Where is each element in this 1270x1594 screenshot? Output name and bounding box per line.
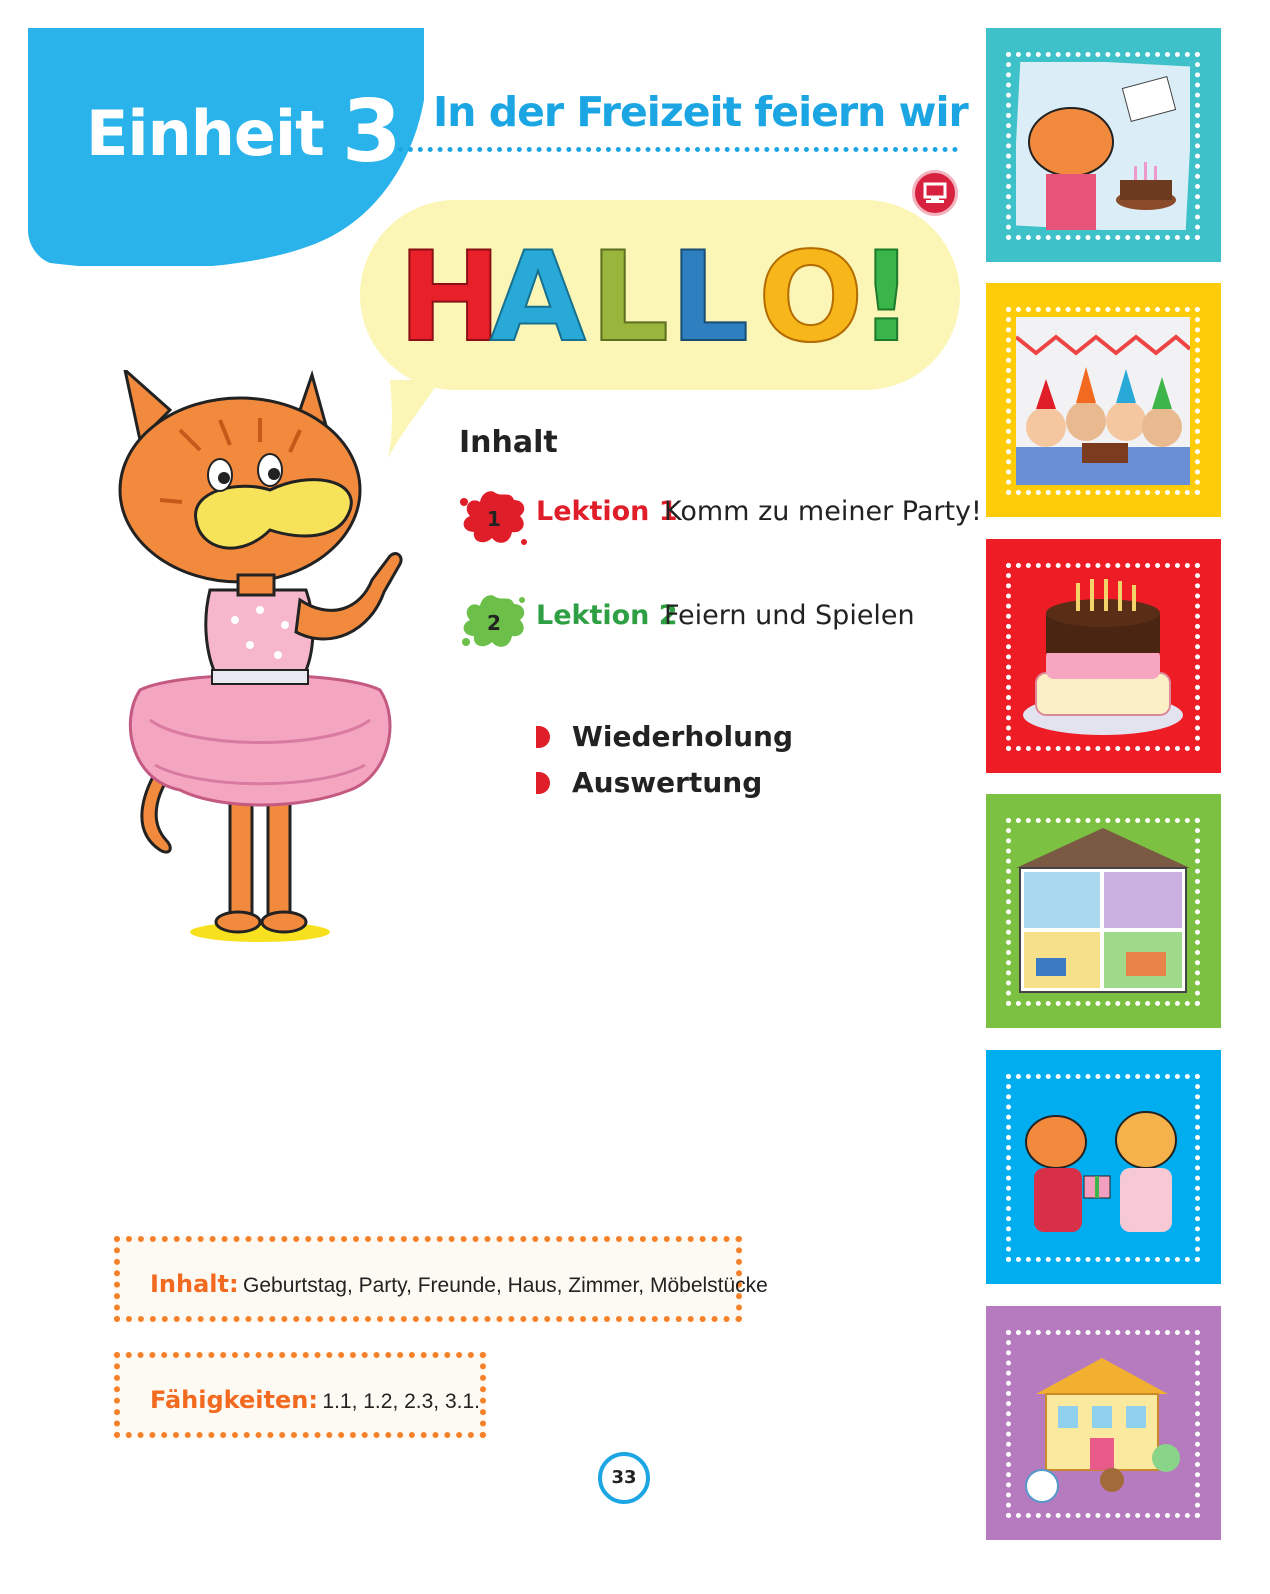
- tile-invitation: [986, 28, 1221, 262]
- unit-title: In der Freizeit feiern wir: [433, 88, 968, 136]
- skills-box: [114, 1352, 486, 1438]
- hallo-letter: H: [398, 226, 502, 370]
- unit-number: 3: [341, 82, 401, 182]
- title-underline: [398, 147, 958, 152]
- tile-frame: [1006, 1074, 1200, 1262]
- topics-box: [114, 1236, 768, 1322]
- review-item[interactable]: [536, 720, 796, 756]
- page-number: 33: [598, 1452, 650, 1504]
- lesson-number: 2: [487, 611, 501, 635]
- tile-toyhouse: [986, 1306, 1221, 1540]
- unit-word: Einheit: [86, 97, 324, 170]
- splat-icon: [458, 488, 530, 548]
- topics-value: Geburtstag, Party, Freunde, Haus, Zimmer, Möbelstücke: [243, 1274, 768, 1297]
- lesson-label: Lektion 2: [536, 600, 678, 631]
- evaluation-item[interactable]: [536, 766, 796, 802]
- hallo-letter: !: [858, 226, 915, 370]
- tile-frame: [1006, 1330, 1200, 1518]
- unit-label: [86, 82, 401, 182]
- bullet-icon: [536, 726, 550, 748]
- tile-cake: [986, 539, 1221, 773]
- tile-house: [986, 794, 1221, 1028]
- tile-frame: [1006, 563, 1200, 751]
- splat-icon: [458, 592, 530, 652]
- tile-frame: [1006, 307, 1200, 495]
- hallo-letter: A: [490, 226, 586, 370]
- tile-frame: [1006, 52, 1200, 240]
- lesson-title: Feiern und Spielen: [664, 600, 915, 631]
- hallo-letter: L: [590, 226, 670, 370]
- hallo-letter: L: [670, 226, 750, 370]
- skills-label: Fähigkeiten:: [150, 1386, 318, 1414]
- contents-heading: Inhalt: [459, 425, 558, 460]
- hallo-letter: O: [758, 226, 864, 370]
- lesson-label: Lektion 1: [536, 496, 678, 527]
- hallo-greeting: [398, 226, 938, 370]
- lesson-2-item[interactable]: [458, 592, 918, 652]
- review-label: Wiederholung: [572, 720, 793, 753]
- computer-icon[interactable]: [912, 170, 958, 216]
- skills-value: 1.1, 1.2, 2.3, 3.1.: [322, 1390, 481, 1413]
- tile-gift: [986, 1050, 1221, 1284]
- lesson-number: 1: [487, 507, 501, 531]
- lesson-title: Komm zu meiner Party!: [664, 496, 982, 527]
- tile-frame: [1006, 818, 1200, 1006]
- evaluation-label: Auswertung: [572, 766, 763, 799]
- tile-party: [986, 283, 1221, 517]
- bullet-icon: [536, 772, 550, 794]
- topics-label: Inhalt:: [150, 1270, 239, 1298]
- lesson-1-item[interactable]: [458, 488, 982, 548]
- cat-illustration: [100, 370, 420, 950]
